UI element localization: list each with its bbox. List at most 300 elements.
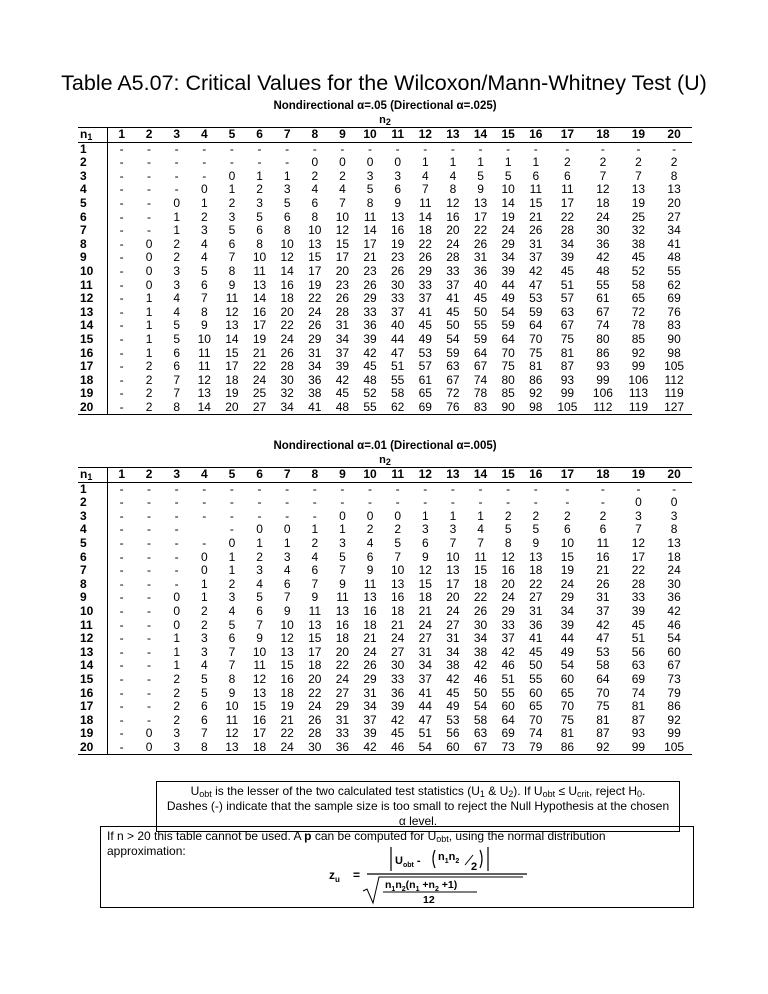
table-cell: 18: [390, 604, 405, 618]
table-cell: 45: [363, 360, 377, 374]
table-cell: 39: [560, 618, 575, 632]
table-cell: 81: [596, 713, 610, 727]
table-cell: -: [119, 169, 124, 183]
table-cell: -: [229, 482, 234, 496]
table-cell: 81: [529, 360, 543, 374]
table-cell: 49: [501, 292, 515, 306]
column-header-1: 1: [108, 128, 136, 143]
table-cell: 7: [228, 645, 236, 659]
row-label: 19: [78, 387, 108, 401]
table-cell: 31: [529, 604, 543, 618]
table-cell: -: [506, 482, 511, 496]
table-cell: -: [119, 156, 124, 170]
table-cell: 15: [335, 237, 350, 251]
table-cell: 1: [173, 659, 181, 673]
table-cell: 24: [363, 645, 377, 659]
table-cell: 2: [599, 509, 607, 523]
row-label: 11: [78, 619, 108, 633]
table-cell: 9: [200, 319, 208, 333]
table-cell: -: [600, 142, 605, 156]
table-cell: 6: [228, 237, 236, 251]
table-cell: 11: [253, 264, 266, 278]
table-cell: 12: [252, 672, 267, 686]
table-cell: 6: [173, 360, 181, 374]
table-cell: 65: [529, 700, 543, 714]
column-header-9: 9: [329, 468, 357, 483]
column-header-4: 4: [190, 128, 218, 143]
column-header-12: 12: [411, 468, 439, 483]
table-cell: -: [229, 156, 234, 170]
table-cell: 70: [501, 346, 515, 360]
page-title: Table A5.07: Critical Values for the Wilcoxon/Mann-Whitney Test (U): [61, 71, 707, 95]
table-cell: 9: [421, 550, 429, 564]
table-cell: 75: [560, 713, 575, 727]
table-cell: 26: [363, 659, 377, 673]
table-cell: 90: [494, 401, 522, 415]
table-cell: 13: [667, 183, 681, 197]
table-cell: 16: [335, 618, 350, 632]
row-label: 7: [78, 224, 108, 238]
table-cell: 48: [667, 251, 681, 265]
row-label: 2: [78, 496, 108, 510]
table-cell: -: [119, 142, 124, 156]
table-cell: 21: [418, 604, 432, 618]
column-header-7: 7: [273, 128, 301, 143]
table-cell: 2: [145, 373, 153, 387]
table-cell: 6: [532, 169, 540, 183]
table-cell: 30: [390, 278, 405, 292]
table-cell: 20: [446, 224, 460, 238]
table-cell: 15: [252, 700, 267, 714]
table-cell: -: [119, 237, 124, 251]
table-cell: 1: [256, 536, 263, 550]
row-label: 11: [78, 279, 108, 293]
column-header-12: 12: [411, 128, 439, 143]
table-cell: -: [229, 523, 234, 537]
table-cell: 27: [390, 645, 405, 659]
table-cell: 1: [173, 210, 181, 224]
table-cell: 26: [473, 237, 488, 251]
table-cell: 20: [335, 645, 350, 659]
table-cell: 27: [246, 401, 274, 415]
table-cell: 98: [667, 346, 681, 360]
table-cell: 2: [311, 536, 319, 550]
table-cell: 10: [280, 237, 294, 251]
z-formula: [327, 845, 547, 905]
table-cell: -: [147, 523, 152, 537]
table-cell: 17: [225, 360, 239, 374]
table-cell: 18: [335, 632, 350, 646]
table-cell: 22: [560, 210, 575, 224]
table-cell: 1: [145, 346, 153, 360]
table-cell: 64: [501, 713, 515, 727]
table-cell: 9: [283, 604, 291, 618]
table-cell: 22: [280, 319, 294, 333]
row-label: 12: [78, 632, 108, 646]
table-cell: 23: [335, 278, 350, 292]
table-cell: 48: [329, 401, 357, 415]
column-header-8: 8: [301, 128, 329, 143]
table-cell: 17: [252, 727, 267, 741]
table-cell: 59: [529, 305, 543, 319]
table-cell: 42: [363, 346, 377, 360]
table-cell: 4: [228, 604, 236, 618]
table-row: [78, 482, 692, 496]
table-cell: 26: [596, 577, 610, 591]
table-cell: -: [119, 672, 124, 686]
table-row: [78, 673, 692, 687]
table-cell: 45: [473, 292, 488, 306]
table-row: [78, 156, 692, 170]
table-cell: 19: [560, 564, 575, 578]
table-row: [78, 333, 692, 347]
table-cell: 41: [667, 237, 681, 251]
table-cell: 74: [631, 686, 646, 700]
table-cell: 4: [173, 305, 181, 319]
table-cell: 13: [218, 741, 246, 755]
table-cell: 24: [273, 741, 301, 755]
table-cell: 74: [596, 319, 610, 333]
table-cell: 9: [532, 536, 540, 550]
table-cell: 31: [529, 237, 543, 251]
table-row: [78, 238, 692, 252]
table-cell: 37: [529, 251, 543, 265]
table-cell: 29: [501, 237, 515, 251]
table-row: [78, 510, 692, 524]
table-cell: 55: [501, 686, 515, 700]
table-cell: 18: [280, 292, 294, 306]
table-cell: 32: [631, 224, 646, 238]
table-cell: 27: [418, 632, 432, 646]
table-cell: 10: [501, 183, 515, 197]
table-cell: -: [672, 142, 677, 156]
table-cell: 60: [560, 672, 575, 686]
table-cell: 31: [335, 319, 350, 333]
table-cell: -: [202, 496, 207, 510]
table-cell: 19: [390, 237, 405, 251]
table-cell: 42: [501, 645, 515, 659]
svg-text:2: 2: [471, 861, 478, 873]
table-cell: 1: [200, 591, 208, 605]
table-cell: -: [229, 509, 234, 523]
row-label: 8: [78, 578, 108, 592]
table-row: [78, 578, 692, 592]
table-cell: 49: [560, 645, 575, 659]
table-cell: 92: [631, 346, 646, 360]
table-cell: 30: [301, 741, 329, 755]
column-header-17: 17: [550, 128, 586, 143]
table-cell: 13: [390, 210, 405, 224]
table-cell: 27: [335, 686, 350, 700]
table-cell: 1: [311, 523, 319, 537]
table-cell: 24: [446, 604, 460, 618]
uobt-note: [156, 781, 680, 832]
table-cell: 7: [477, 536, 484, 550]
table-cell: 7: [228, 251, 236, 265]
table-cell: 34: [446, 645, 460, 659]
table-cell: 4: [366, 536, 374, 550]
table-cell: 11: [198, 346, 211, 360]
column-header-18: 18: [585, 468, 621, 483]
table-cell: -: [636, 142, 641, 156]
table-cell: 13: [631, 183, 646, 197]
table-row: [78, 183, 692, 197]
table-cell: 24: [501, 591, 515, 605]
column-header-11: 11: [384, 128, 412, 143]
table-cell: 10: [390, 564, 405, 578]
table-cell: 5: [200, 264, 208, 278]
table-cell: 24: [560, 577, 575, 591]
table-cell: 1: [200, 196, 208, 210]
table-cell: -: [147, 142, 152, 156]
table-cell: 5: [173, 332, 181, 346]
table-cell: 4: [173, 292, 181, 306]
table-cell: 24: [390, 632, 405, 646]
table-cell: 40: [390, 319, 405, 333]
table-cell: 45: [631, 251, 646, 265]
table-cell: 44: [560, 632, 575, 646]
table-cell: 10: [252, 645, 267, 659]
table-cell: -: [119, 686, 124, 700]
table-cell: 14: [252, 292, 267, 306]
table-cell: 2: [228, 196, 236, 210]
table-cell: 65: [631, 292, 646, 306]
table-cell: 38: [473, 645, 488, 659]
table-cell: 74: [529, 727, 543, 741]
table-cell: 3: [339, 536, 346, 550]
table-cell: 7: [283, 591, 291, 605]
table-cell: 51: [631, 632, 646, 646]
table-cell: 63: [631, 659, 646, 673]
table-cell: 6: [599, 523, 607, 537]
row-label: 15: [78, 333, 108, 347]
table-cell: 28: [631, 577, 646, 591]
table-cell: 2: [173, 713, 181, 727]
n1-header: $n_1$: [78, 468, 108, 483]
table-cell: 1: [421, 509, 429, 523]
table-cell: -: [108, 741, 136, 755]
table-cell: 81: [560, 346, 575, 360]
table-cell: 62: [384, 401, 412, 415]
table-cell: 24: [280, 332, 294, 346]
table-cell: 127: [656, 401, 692, 415]
table-cell: 2: [532, 509, 540, 523]
table-cell: 11: [474, 550, 487, 564]
column-header-15: 15: [494, 468, 522, 483]
table-cell: 11: [363, 577, 377, 591]
table-cell: 1: [228, 550, 236, 564]
table-cell: 1: [145, 332, 153, 346]
table-cell: -: [533, 482, 538, 496]
table-cell: 30: [667, 577, 681, 591]
table-row: [78, 360, 692, 374]
table-cell: -: [174, 169, 179, 183]
table-cell: 22: [280, 727, 294, 741]
table-cell: 59: [501, 319, 515, 333]
table-cell: -: [119, 278, 124, 292]
table-cell: 67: [667, 659, 681, 673]
svg-text:Uobt-: $U_{obt}$ -: [395, 855, 421, 869]
table-cell: 12: [335, 224, 350, 238]
table-cell: 27: [667, 210, 681, 224]
table-cell: 11: [336, 591, 349, 605]
table-cell: 87: [631, 713, 646, 727]
table-cell: 6: [366, 550, 374, 564]
table-cell: 34: [501, 251, 515, 265]
table-cell: 13: [473, 196, 488, 210]
table-cell: 5: [339, 550, 346, 564]
table-cell: -: [119, 496, 124, 510]
table-cell: 31: [335, 713, 350, 727]
table-cell: 0: [173, 604, 181, 618]
row-label: 8: [78, 238, 108, 252]
table-cell: 33: [335, 727, 350, 741]
table-cell: 1: [200, 577, 208, 591]
table-cell: -: [119, 577, 124, 591]
table-cell: 12: [631, 536, 646, 550]
table-cell: 62: [667, 278, 681, 292]
table-cell: 93: [596, 360, 610, 374]
svg-text:=: =: [353, 868, 361, 882]
table-cell: -: [340, 496, 345, 510]
table-cell: 37: [335, 346, 350, 360]
table-cell: -: [147, 564, 152, 578]
table-cell: 33: [446, 264, 460, 278]
table-cell: 18: [225, 373, 239, 387]
table-cell: -: [147, 618, 152, 632]
table-cell: -: [119, 536, 124, 550]
table-cell: -: [395, 482, 400, 496]
table-cell: 6: [256, 224, 263, 238]
table-cell: 92: [667, 713, 681, 727]
table-cell: 13: [308, 237, 322, 251]
table-cell: 20: [335, 264, 350, 278]
table-cell: 15: [473, 564, 488, 578]
table-cell: 59: [473, 332, 488, 346]
table-cell: 6: [564, 523, 571, 537]
table-cell: 2: [135, 401, 163, 415]
table-cell: 50: [446, 319, 460, 333]
table-cell: 0: [256, 523, 263, 537]
table-cell: 14: [501, 196, 515, 210]
table-cell: 61: [418, 373, 432, 387]
table-cell: 76: [439, 401, 467, 415]
table-cell: 99: [631, 360, 646, 374]
row-label: 9: [78, 591, 108, 605]
table-cell: 16: [280, 278, 294, 292]
table-cell: 13: [252, 278, 267, 292]
table-row: [78, 401, 692, 415]
column-header-14: 14: [467, 128, 495, 143]
table-cell: 38: [308, 387, 322, 401]
table-cell: 39: [631, 604, 646, 618]
table-cell: -: [174, 142, 179, 156]
note-line-1: $U_{obt}$ is the lesser of the two calculated test statistics ($U_1$ & $U_2$). If $U_{obt} \le U_{crit}$, reject $H_0$.: [190, 784, 646, 799]
table-cell: 1: [145, 305, 153, 319]
table-cell: 26: [390, 264, 405, 278]
table-cell: 47: [529, 278, 543, 292]
table-cell: 2: [173, 686, 181, 700]
table-cell: -: [147, 210, 152, 224]
table-cell: 8: [228, 672, 236, 686]
table-cell: 24: [667, 564, 681, 578]
table-cell: 21: [529, 210, 543, 224]
table-cell: 99: [560, 387, 575, 401]
table-cell: 22: [529, 577, 543, 591]
table-cell: 2: [145, 387, 153, 401]
table-cell: -: [202, 509, 207, 523]
table-cell: 27: [446, 618, 460, 632]
table-cell: 6: [394, 183, 402, 197]
table-cell: 24: [596, 210, 610, 224]
table-cell: 75: [596, 700, 610, 714]
table-cell: -: [368, 142, 373, 156]
table-cell: 2: [599, 156, 607, 170]
table-cell: -: [119, 591, 124, 605]
table-cell: -: [147, 156, 152, 170]
column-header-3: 3: [163, 468, 191, 483]
table-cell: 7: [173, 373, 181, 387]
table-cell: -: [119, 482, 124, 496]
table-cell: -: [119, 645, 124, 659]
table-cell: 2: [173, 251, 181, 265]
table-cell: 14: [190, 401, 218, 415]
table-cell: 26: [418, 251, 432, 265]
table-cell: 23: [363, 264, 377, 278]
table-cell: 37: [446, 278, 460, 292]
table-cell: 33: [390, 292, 405, 306]
table-cell: 93: [631, 727, 646, 741]
table-cell: -: [119, 523, 124, 537]
table-cell: -: [119, 550, 124, 564]
row-label: 14: [78, 659, 108, 673]
table-cell: 10: [197, 332, 211, 346]
table-cell: 17: [252, 319, 267, 333]
table-cell: 90: [667, 332, 681, 346]
row-label: 17: [78, 360, 108, 374]
table-cell: 8: [200, 305, 208, 319]
table-cell: -: [202, 536, 207, 550]
table-cell: 31: [418, 645, 432, 659]
table-row: [78, 741, 692, 755]
table-cell: -: [147, 659, 152, 673]
table-cell: 45: [446, 305, 460, 319]
table-cell: 21: [363, 251, 377, 265]
table-cell: 3: [200, 224, 208, 238]
table-cell: 1: [477, 509, 484, 523]
table-cell: 22: [473, 591, 488, 605]
table-cell: 105: [656, 741, 692, 755]
table-cell: 72: [446, 387, 460, 401]
table-cell: 0: [394, 509, 402, 523]
column-header-5: 5: [218, 468, 246, 483]
table-cell: 49: [418, 332, 432, 346]
table-cell: 12: [418, 564, 432, 578]
svg-text:n1n2: $n_1n_2$: [438, 851, 460, 865]
table-cell: -: [506, 496, 511, 510]
table-cell: 12: [225, 305, 239, 319]
table-cell: 42: [529, 264, 543, 278]
table-cell: 15: [280, 659, 294, 673]
table-cell: -: [285, 509, 290, 523]
table-cell: 46: [667, 618, 681, 632]
table-cell: -: [119, 727, 124, 741]
table-cell: -: [119, 224, 124, 238]
table-cell: 30: [390, 659, 405, 673]
table-cell: 69: [667, 292, 681, 306]
table-cell: 9: [394, 196, 402, 210]
table-cell: 3: [173, 278, 181, 292]
